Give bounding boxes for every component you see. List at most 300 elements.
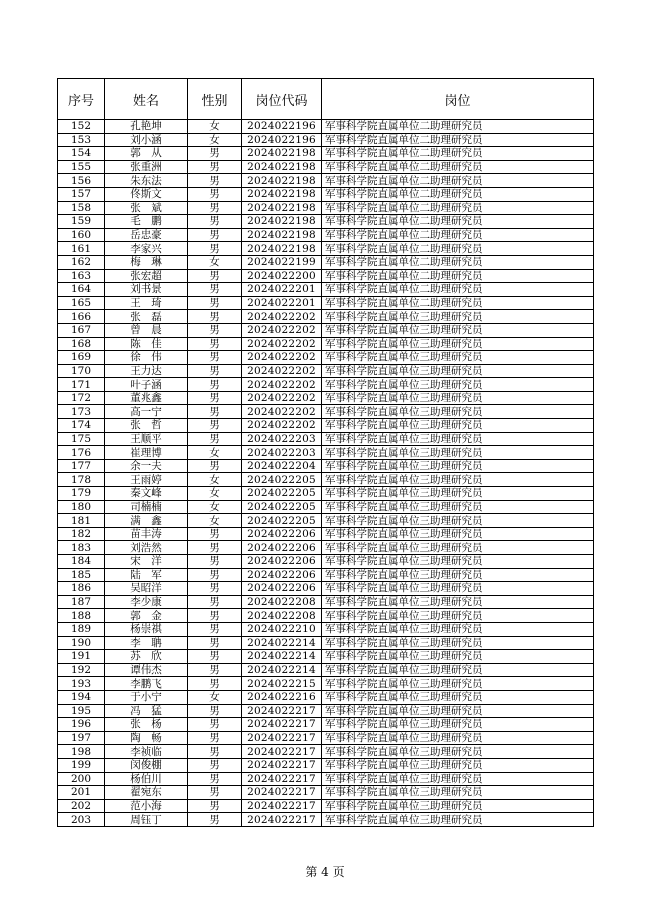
cell-post-code: 2024022202: [242, 405, 322, 419]
cell-gender: 男: [188, 650, 242, 664]
cell-name: 岳忠豪: [105, 228, 188, 242]
cell-post: 军事科学院直属单位二助理研究员: [322, 187, 594, 201]
cell-post: 军事科学院直属单位三助理研究员: [322, 758, 594, 772]
table-row: [58, 405, 594, 419]
cell-gender: 男: [188, 296, 242, 310]
table-row: [58, 650, 594, 664]
cell-gender: 男: [188, 432, 242, 446]
table-row: [58, 568, 594, 582]
cell-gender: 男: [188, 541, 242, 555]
table-row: [58, 677, 594, 691]
cell-post: 军事科学院直属单位二助理研究员: [322, 255, 594, 269]
cell-name: 王力达: [105, 364, 188, 378]
cell-serial-number: 197: [58, 731, 105, 745]
cell-post-code: 2024022217: [242, 799, 322, 813]
cell-gender: 男: [188, 160, 242, 174]
cell-name: 佟斯文: [105, 187, 188, 201]
table-row: [58, 541, 594, 555]
table-row: [58, 269, 594, 283]
header-gender: 性别: [188, 79, 242, 120]
cell-serial-number: 161: [58, 242, 105, 256]
cell-serial-number: 175: [58, 432, 105, 446]
table-row: [58, 446, 594, 460]
cell-serial-number: 153: [58, 133, 105, 147]
cell-name: 陶 畅: [105, 731, 188, 745]
cell-gender: 女: [188, 514, 242, 528]
cell-post: 军事科学院直属单位三助理研究员: [322, 718, 594, 732]
table-row: [58, 459, 594, 473]
table-row: [58, 609, 594, 623]
cell-name: 梅 琳: [105, 255, 188, 269]
cell-post-code: 2024022208: [242, 609, 322, 623]
cell-post-code: 2024022214: [242, 636, 322, 650]
cell-name: 宋 洋: [105, 555, 188, 569]
cell-post-code: 2024022204: [242, 459, 322, 473]
cell-serial-number: 191: [58, 650, 105, 664]
table-row: [58, 514, 594, 528]
page-number: 第 4 页: [305, 865, 345, 879]
cell-serial-number: 174: [58, 419, 105, 433]
cell-name: 王雨婷: [105, 473, 188, 487]
cell-post: 军事科学院直属单位三助理研究员: [322, 487, 594, 501]
header-name: 姓名: [105, 79, 188, 120]
cell-name: 于小宁: [105, 690, 188, 704]
cell-name: 张 斌: [105, 201, 188, 215]
table-row: [58, 473, 594, 487]
cell-post: 军事科学院直属单位三助理研究员: [322, 582, 594, 596]
cell-serial-number: 187: [58, 595, 105, 609]
cell-post: 军事科学院直属单位三助理研究员: [322, 459, 594, 473]
cell-post: 军事科学院直属单位二助理研究员: [322, 174, 594, 188]
cell-post-code: 2024022202: [242, 378, 322, 392]
cell-serial-number: 163: [58, 269, 105, 283]
cell-post: 军事科学院直属单位三助理研究员: [322, 813, 594, 827]
table-row: [58, 636, 594, 650]
cell-post-code: 2024022202: [242, 364, 322, 378]
cell-name: 李鹏飞: [105, 677, 188, 691]
cell-post-code: 2024022217: [242, 718, 322, 732]
cell-gender: 男: [188, 622, 242, 636]
cell-serial-number: 176: [58, 446, 105, 460]
cell-gender: 男: [188, 242, 242, 256]
cell-serial-number: 159: [58, 215, 105, 229]
cell-name: 张重洲: [105, 160, 188, 174]
table-row: [58, 215, 594, 229]
cell-name: 王 琦: [105, 296, 188, 310]
cell-name: 杨崇祺: [105, 622, 188, 636]
table-row: [58, 772, 594, 786]
personnel-table: [57, 78, 594, 827]
cell-gender: 男: [188, 582, 242, 596]
cell-post: 军事科学院直属单位三助理研究员: [322, 432, 594, 446]
cell-post-code: 2024022202: [242, 351, 322, 365]
cell-name: 刘浩然: [105, 541, 188, 555]
table-row: [58, 187, 594, 201]
cell-gender: 男: [188, 419, 242, 433]
cell-post-code: 2024022210: [242, 622, 322, 636]
cell-name: 范小海: [105, 799, 188, 813]
cell-serial-number: 182: [58, 527, 105, 541]
cell-post: 军事科学院直属单位二助理研究员: [322, 228, 594, 242]
cell-post: 军事科学院直属单位三助理研究员: [322, 745, 594, 759]
table-row: [58, 704, 594, 718]
cell-serial-number: 200: [58, 772, 105, 786]
table-row: [58, 487, 594, 501]
cell-serial-number: 167: [58, 323, 105, 337]
table-row: [58, 378, 594, 392]
cell-post-code: 2024022196: [242, 120, 322, 134]
cell-name: 李祯临: [105, 745, 188, 759]
table-row: [58, 595, 594, 609]
cell-post: 军事科学院直属单位三助理研究员: [322, 704, 594, 718]
cell-post: 军事科学院直属单位三助理研究员: [322, 473, 594, 487]
table-row: [58, 310, 594, 324]
cell-gender: 女: [188, 473, 242, 487]
cell-gender: 女: [188, 120, 242, 134]
table-row: [58, 201, 594, 215]
cell-gender: 男: [188, 364, 242, 378]
cell-post: 军事科学院直属单位三助理研究员: [322, 391, 594, 405]
cell-gender: 男: [188, 555, 242, 569]
table-row: [58, 160, 594, 174]
cell-gender: 男: [188, 283, 242, 297]
table-row: [58, 555, 594, 569]
cell-gender: 女: [188, 690, 242, 704]
cell-post-code: 2024022217: [242, 704, 322, 718]
cell-gender: 男: [188, 636, 242, 650]
cell-post: 军事科学院直属单位三助理研究员: [322, 772, 594, 786]
cell-serial-number: 177: [58, 459, 105, 473]
table-body: [58, 120, 594, 827]
cell-serial-number: 162: [58, 255, 105, 269]
cell-post: 军事科学院直属单位二助理研究员: [322, 296, 594, 310]
cell-post: 军事科学院直属单位二助理研究员: [322, 120, 594, 134]
cell-name: 陈 佳: [105, 337, 188, 351]
cell-post-code: 2024022198: [242, 187, 322, 201]
cell-gender: 男: [188, 405, 242, 419]
cell-post: 军事科学院直属单位二助理研究员: [322, 147, 594, 161]
cell-post-code: 2024022200: [242, 269, 322, 283]
cell-gender: 男: [188, 147, 242, 161]
table-row: [58, 323, 594, 337]
cell-serial-number: 186: [58, 582, 105, 596]
cell-serial-number: 193: [58, 677, 105, 691]
cell-gender: 男: [188, 459, 242, 473]
cell-name: 杨伯川: [105, 772, 188, 786]
cell-gender: 男: [188, 745, 242, 759]
cell-gender: 男: [188, 595, 242, 609]
cell-post-code: 2024022201: [242, 296, 322, 310]
cell-post-code: 2024022208: [242, 595, 322, 609]
cell-gender: 女: [188, 446, 242, 460]
cell-post-code: 2024022217: [242, 745, 322, 759]
cell-serial-number: 181: [58, 514, 105, 528]
table-row: [58, 120, 594, 134]
cell-gender: 男: [188, 731, 242, 745]
cell-post: 军事科学院直属单位三助理研究员: [322, 677, 594, 691]
cell-post-code: 2024022214: [242, 663, 322, 677]
cell-post-code: 2024022205: [242, 500, 322, 514]
cell-post-code: 2024022206: [242, 527, 322, 541]
cell-post: 军事科学院直属单位三助理研究员: [322, 541, 594, 555]
cell-name: 高一宁: [105, 405, 188, 419]
cell-name: 孔艳坤: [105, 120, 188, 134]
table-row: [58, 622, 594, 636]
cell-post-code: 2024022199: [242, 255, 322, 269]
cell-gender: 女: [188, 487, 242, 501]
cell-gender: 男: [188, 310, 242, 324]
cell-gender: 男: [188, 568, 242, 582]
cell-serial-number: 192: [58, 663, 105, 677]
cell-serial-number: 154: [58, 147, 105, 161]
cell-name: 秦文峰: [105, 487, 188, 501]
cell-post-code: 2024022202: [242, 419, 322, 433]
cell-gender: 男: [188, 704, 242, 718]
cell-gender: 男: [188, 187, 242, 201]
cell-name: 翟宛东: [105, 786, 188, 800]
cell-post-code: 2024022215: [242, 677, 322, 691]
table-row: [58, 391, 594, 405]
cell-serial-number: 190: [58, 636, 105, 650]
table-row: [58, 364, 594, 378]
cell-post: 军事科学院直属单位三助理研究员: [322, 446, 594, 460]
cell-post: 军事科学院直属单位三助理研究员: [322, 514, 594, 528]
cell-name: 张 杨: [105, 718, 188, 732]
cell-serial-number: 185: [58, 568, 105, 582]
cell-name: 董兆鑫: [105, 391, 188, 405]
cell-post-code: 2024022206: [242, 555, 322, 569]
cell-post-code: 2024022217: [242, 772, 322, 786]
table-row: [58, 337, 594, 351]
cell-post: 军事科学院直属单位三助理研究员: [322, 786, 594, 800]
table-row: [58, 228, 594, 242]
cell-gender: 男: [188, 758, 242, 772]
table-row: [58, 582, 594, 596]
cell-post-code: 2024022216: [242, 690, 322, 704]
cell-gender: 男: [188, 201, 242, 215]
cell-post-code: 2024022202: [242, 337, 322, 351]
cell-name: 曾 晨: [105, 323, 188, 337]
cell-serial-number: 157: [58, 187, 105, 201]
cell-post-code: 2024022201: [242, 283, 322, 297]
cell-name: 郭 金: [105, 609, 188, 623]
cell-serial-number: 156: [58, 174, 105, 188]
cell-serial-number: 170: [58, 364, 105, 378]
cell-serial-number: 158: [58, 201, 105, 215]
cell-post: 军事科学院直属单位三助理研究员: [322, 595, 594, 609]
cell-gender: 女: [188, 255, 242, 269]
cell-post: 军事科学院直属单位三助理研究员: [322, 500, 594, 514]
table-header-row: [58, 79, 594, 120]
cell-post-code: 2024022198: [242, 201, 322, 215]
table-row: [58, 432, 594, 446]
cell-serial-number: 180: [58, 500, 105, 514]
table-row: [58, 133, 594, 147]
cell-name: 朱东法: [105, 174, 188, 188]
cell-post: 军事科学院直属单位三助理研究员: [322, 799, 594, 813]
cell-post-code: 2024022205: [242, 514, 322, 528]
cell-post: 军事科学院直属单位三助理研究员: [322, 378, 594, 392]
cell-post-code: 2024022206: [242, 582, 322, 596]
cell-post: 军事科学院直属单位三助理研究员: [322, 527, 594, 541]
cell-gender: 男: [188, 609, 242, 623]
table-row: [58, 351, 594, 365]
cell-gender: 男: [188, 813, 242, 827]
cell-name: 徐 伟: [105, 351, 188, 365]
table-row: [58, 255, 594, 269]
cell-post-code: 2024022217: [242, 758, 322, 772]
cell-gender: 男: [188, 378, 242, 392]
cell-gender: 男: [188, 663, 242, 677]
cell-gender: 男: [188, 269, 242, 283]
cell-post-code: 2024022202: [242, 323, 322, 337]
cell-post-code: 2024022205: [242, 473, 322, 487]
cell-serial-number: 164: [58, 283, 105, 297]
cell-post: 军事科学院直属单位三助理研究员: [322, 650, 594, 664]
cell-post: 军事科学院直属单位二助理研究员: [322, 133, 594, 147]
cell-serial-number: 171: [58, 378, 105, 392]
cell-name: 李少康: [105, 595, 188, 609]
cell-post: 军事科学院直属单位三助理研究员: [322, 731, 594, 745]
cell-serial-number: 184: [58, 555, 105, 569]
cell-post-code: 2024022198: [242, 228, 322, 242]
cell-name: 郭 从: [105, 147, 188, 161]
cell-name: 满 鑫: [105, 514, 188, 528]
cell-post: 军事科学院直属单位三助理研究员: [322, 337, 594, 351]
table-row: [58, 758, 594, 772]
cell-post-code: 2024022214: [242, 650, 322, 664]
table-row: [58, 731, 594, 745]
cell-post-code: 2024022217: [242, 731, 322, 745]
cell-serial-number: 201: [58, 786, 105, 800]
cell-serial-number: 155: [58, 160, 105, 174]
cell-gender: 男: [188, 527, 242, 541]
cell-serial-number: 179: [58, 487, 105, 501]
table-row: [58, 799, 594, 813]
cell-post-code: 2024022196: [242, 133, 322, 147]
cell-name: 谭伟杰: [105, 663, 188, 677]
table-row: [58, 283, 594, 297]
cell-serial-number: 172: [58, 391, 105, 405]
cell-gender: 女: [188, 500, 242, 514]
table-row: [58, 786, 594, 800]
table-row: [58, 663, 594, 677]
cell-post: 军事科学院直属单位三助理研究员: [322, 663, 594, 677]
cell-serial-number: 168: [58, 337, 105, 351]
table-row: [58, 813, 594, 827]
cell-serial-number: 169: [58, 351, 105, 365]
table-row: [58, 718, 594, 732]
cell-post-code: 2024022198: [242, 147, 322, 161]
cell-name: 周钰丁: [105, 813, 188, 827]
cell-post-code: 2024022202: [242, 391, 322, 405]
table-row: [58, 296, 594, 310]
cell-post-code: 2024022206: [242, 568, 322, 582]
header-post-code: 岗位代码: [242, 79, 322, 120]
table-row: [58, 147, 594, 161]
cell-name: 王顺平: [105, 432, 188, 446]
cell-serial-number: 165: [58, 296, 105, 310]
cell-name: 司楠楠: [105, 500, 188, 514]
cell-post: 军事科学院直属单位二助理研究员: [322, 201, 594, 215]
cell-gender: 男: [188, 174, 242, 188]
cell-gender: 男: [188, 786, 242, 800]
cell-post-code: 2024022217: [242, 813, 322, 827]
cell-post: 军事科学院直属单位三助理研究员: [322, 419, 594, 433]
cell-post: 军事科学院直属单位三助理研究员: [322, 351, 594, 365]
cell-name: 冯 猛: [105, 704, 188, 718]
cell-gender: 男: [188, 337, 242, 351]
cell-post-code: 2024022217: [242, 786, 322, 800]
cell-name: 叶子涵: [105, 378, 188, 392]
cell-post: 军事科学院直属单位二助理研究员: [322, 269, 594, 283]
cell-post: 军事科学院直属单位二助理研究员: [322, 160, 594, 174]
cell-name: 张 磊: [105, 310, 188, 324]
cell-post-code: 2024022202: [242, 310, 322, 324]
header-post: 岗位: [322, 79, 594, 120]
cell-gender: 男: [188, 215, 242, 229]
cell-serial-number: 178: [58, 473, 105, 487]
cell-serial-number: 183: [58, 541, 105, 555]
cell-name: 闵俊棚: [105, 758, 188, 772]
cell-gender: 男: [188, 351, 242, 365]
cell-name: 张宏超: [105, 269, 188, 283]
cell-post: 军事科学院直属单位三助理研究员: [322, 568, 594, 582]
cell-gender: 男: [188, 772, 242, 786]
cell-post-code: 2024022198: [242, 160, 322, 174]
table-row: [58, 690, 594, 704]
table-row: [58, 174, 594, 188]
cell-post-code: 2024022203: [242, 432, 322, 446]
cell-gender: 男: [188, 228, 242, 242]
cell-name: 李 聃: [105, 636, 188, 650]
cell-name: 吴昭洋: [105, 582, 188, 596]
cell-serial-number: 202: [58, 799, 105, 813]
cell-serial-number: 166: [58, 310, 105, 324]
cell-post: 军事科学院直属单位三助理研究员: [322, 323, 594, 337]
cell-post-code: 2024022206: [242, 541, 322, 555]
table-row: [58, 500, 594, 514]
cell-serial-number: 198: [58, 745, 105, 759]
cell-name: 毛 鹏: [105, 215, 188, 229]
cell-name: 张 哲: [105, 419, 188, 433]
table-row: [58, 745, 594, 759]
cell-serial-number: 195: [58, 704, 105, 718]
cell-post: 军事科学院直属单位二助理研究员: [322, 283, 594, 297]
cell-gender: 男: [188, 323, 242, 337]
table-row: [58, 242, 594, 256]
cell-post: 军事科学院直属单位三助理研究员: [322, 609, 594, 623]
cell-serial-number: 188: [58, 609, 105, 623]
cell-name: 崔理博: [105, 446, 188, 460]
cell-post: 军事科学院直属单位三助理研究员: [322, 364, 594, 378]
cell-post: 军事科学院直属单位三助理研究员: [322, 636, 594, 650]
cell-serial-number: 160: [58, 228, 105, 242]
cell-post: 军事科学院直属单位三助理研究员: [322, 622, 594, 636]
cell-post: 军事科学院直属单位二助理研究员: [322, 242, 594, 256]
cell-post-code: 2024022203: [242, 446, 322, 460]
cell-name: 刘小涵: [105, 133, 188, 147]
cell-name: 李家兴: [105, 242, 188, 256]
cell-gender: 女: [188, 133, 242, 147]
cell-post-code: 2024022198: [242, 215, 322, 229]
cell-serial-number: 173: [58, 405, 105, 419]
cell-name: 陆 军: [105, 568, 188, 582]
cell-serial-number: 196: [58, 718, 105, 732]
cell-serial-number: 199: [58, 758, 105, 772]
cell-post: 军事科学院直属单位三助理研究员: [322, 310, 594, 324]
cell-post: 军事科学院直属单位三助理研究员: [322, 405, 594, 419]
